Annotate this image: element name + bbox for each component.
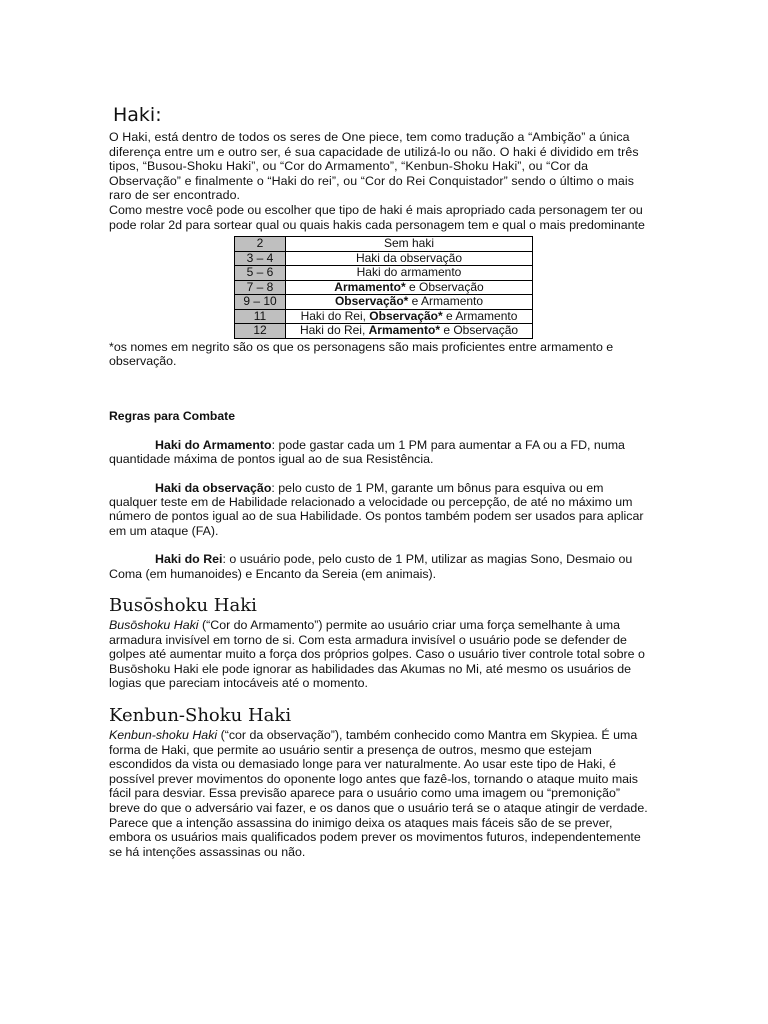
roll-value: 12 [235, 324, 286, 339]
haki-title: Haki: [113, 104, 162, 126]
roll-result [286, 266, 533, 281]
kenbun-title: Kenbun-Shoku Haki [109, 705, 292, 727]
roll-value: 7 – 8 [235, 280, 286, 295]
table-row [235, 324, 533, 339]
table-row [235, 295, 533, 310]
table-row [235, 266, 533, 281]
roll-value: 11 [235, 309, 286, 324]
rule-rei-label: Haki do Rei [155, 552, 223, 567]
rule-observacao-label: Haki da observação [155, 480, 272, 495]
haki-footnote: *os nomes em negrito são os que os personagens são mais proficientes entre armamento e observação. [109, 339, 614, 369]
roll-result [286, 309, 533, 324]
roll-result-post: e Armamento [442, 308, 518, 323]
kenbun-text: (“cor da observação”), também conhecido como Mantra em Skypiea. É uma forma de Haki, que permite ao usuário sentir a presença de outros, mesmo que estejam escondidos da vista ou demasiado longe para ver naturalmente. Ao usar este tipo de Haki, é possível prever movimentos do oponente logo antes que fazê-los, tornando o ataque muito mais fácil para desviar. Essa previsão aparece para o usuário como uma imagem ou “premonição” breve do que o adversário vai fazer, e os danos que o usuário terá se o ataque atingir de verdade. Parece que a intenção assassina do inimigo deixa os ataques mais fáceis são de se prever, embora os usuários mais qualificados podem prever os movimentos futuros, independentemente se há intenções assassinas ou não. [109, 728, 648, 859]
kenbun-paragraph [109, 728, 654, 859]
rule-armamento-text: : pode gastar cada um 1 PM para aumentar a FA ou a FD, numa quantidade máxima de pontos igual ao de sua Resistência. [109, 437, 625, 467]
rule-armamento-label: Haki do Armamento [155, 437, 272, 452]
roll-value: 9 – 10 [235, 295, 286, 310]
roll-result-pre: Sem haki [383, 236, 435, 251]
roll-result-pre: Haki da observação [355, 250, 463, 265]
roll-result-bold: Armamento* [334, 279, 406, 294]
busoshoku-italic-lead: Busōshoku Haki [109, 618, 199, 633]
document-page [109, 104, 654, 859]
roll-result-pre: Haki do Rei, [300, 308, 370, 323]
roll-result-post: e Observação [440, 323, 519, 338]
roll-result-pre: Haki do armamento [356, 265, 462, 280]
table-row [235, 309, 533, 324]
rule-observacao [109, 481, 654, 539]
roll-result [286, 324, 533, 339]
roll-result-post: e Observação [405, 279, 484, 294]
roll-value: 3 – 4 [235, 251, 286, 266]
combat-rules-heading: Regras para Combate [109, 408, 235, 423]
roll-result [286, 295, 533, 310]
roll-value: 5 – 6 [235, 266, 286, 281]
busoshoku-text: (“Cor do Armamento”) permite ao usuário criar uma força semelhante à uma armadura invisível em torno de si. Com esta armadura invisível o usuário pode se defender de golpes até aumentar muito a força dos próprios golpes. Caso o usuário tiver controle total sobre o Busōshoku Haki ele pode ignorar as habilidades das Akumas no Mi, até mesmo os usuários de logias que pareciam intocáveis até o momento. [109, 618, 645, 691]
roll-value: 2 [235, 237, 286, 252]
rule-armamento [109, 438, 654, 467]
roll-result [286, 280, 533, 295]
table-row [235, 237, 533, 252]
roll-result-bold: Observação* [334, 294, 409, 309]
roll-result-bold: Observação* [369, 308, 443, 323]
haki-master-paragraph: Como mestre você pode ou escolher que tipo de haki é mais apropriado cada personagem ter ou pode rolar 2d para sortear qual ou quais hakis cada personagem tem e qual o mais predominante [109, 202, 645, 232]
roll-result-post: e Armamento [408, 294, 484, 309]
rule-rei [109, 552, 654, 581]
haki-intro-paragraph: O Haki, está dentro de todos os seres de One piece, tem como tradução a “Ambição” a única diferença entre um e outro ser, é sua capacidade de utilizá-lo ou não. O haki é dividido em três tipos, “Busou-Shoku Haki”, ou “Cor do Armamento”, “Kenbun-Shoku Haki”, ou “Cor da Observação” e finalmente o “Haki do rei”, ou “Cor do Rei Conquistador” sendo o último o mais raro de ser encontrado. [109, 130, 639, 203]
roll-result-bold: Armamento* [368, 323, 440, 338]
rule-rei-text: : o usuário pode, pelo custo de 1 PM, utilizar as magias Sono, Desmaio ou Coma (em humanoides) e Encanto da Sereia (em animais). [109, 552, 633, 581]
rule-observacao-text: : pelo custo de 1 PM, garante um bônus para esquiva ou em qualquer teste em de Habilidade relacionado a velocidade ou percepção, de até no máximo um número de pontos igual ao de sua Habilidade. Os pontos também podem ser usados para aplicar em um ataque (FA). [109, 480, 644, 538]
roll-result-pre: Haki do Rei, [299, 323, 369, 338]
kenbun-italic-lead: Kenbun-shoku Haki [109, 728, 218, 743]
haki-roll-table [234, 236, 533, 339]
table-row [235, 280, 533, 295]
roll-result [286, 251, 533, 266]
busoshoku-paragraph [109, 618, 654, 691]
busoshoku-title: Busōshoku Haki [109, 595, 257, 617]
roll-result [286, 237, 533, 252]
table-row [235, 251, 533, 266]
